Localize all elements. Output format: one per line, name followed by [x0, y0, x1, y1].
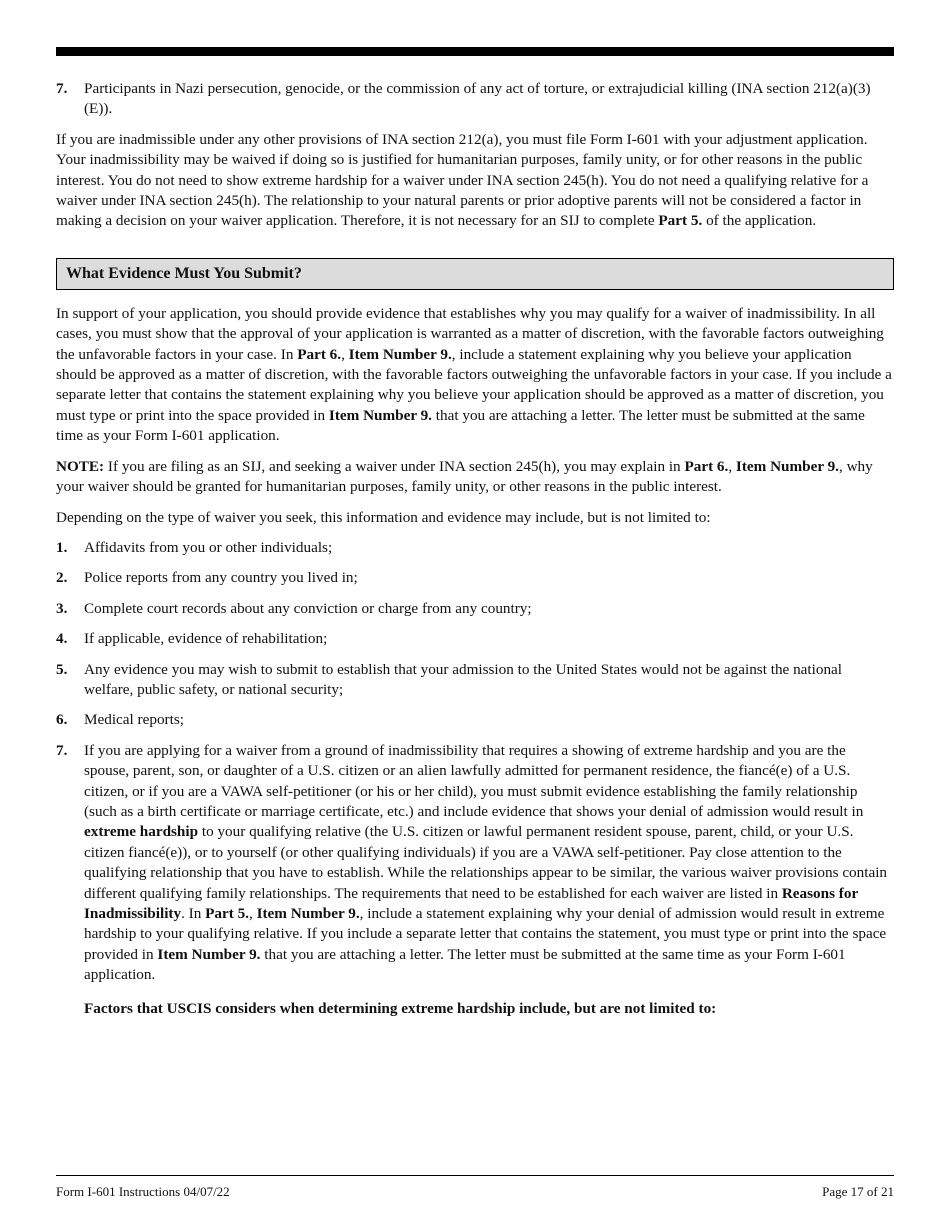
item-text: Complete court records about any conviction or charge from any country;	[84, 599, 532, 617]
page-content	[56, 79, 894, 1019]
list-item	[56, 741, 894, 986]
footer-page-number: Page 17 of 21	[822, 1184, 894, 1199]
list-item	[56, 538, 894, 558]
item-number: 3.	[56, 599, 68, 617]
item-number: 7.	[56, 80, 68, 97]
intro-end: of the application.	[702, 212, 817, 230]
item-text: Medical reports;	[84, 711, 184, 729]
item-text: If applicable, evidence of rehabilitation;	[84, 630, 328, 648]
item7-bold-1: extreme hardship	[84, 823, 199, 841]
support-bold-2: Item Number 9.	[348, 345, 452, 363]
note-text-1: If you are filing as an SIJ, and seeking a waiver under INA section 245(h), you may explain in	[104, 457, 685, 475]
factors-heading: Factors that USCIS considers when determining extreme hardship include, but are not limited to:	[84, 999, 717, 1017]
item-number: 4.	[56, 630, 68, 648]
note-text-2: ,	[728, 457, 736, 475]
footer-rule	[56, 1175, 894, 1176]
item7-bold-5: Item Number 9.	[157, 945, 261, 963]
item7-text-1: If you are applying for a waiver from a ground of inadmissibility that requires a showing of extreme hardship and you are the spouse, parent, son, or daughter of a U.S. citizen or an alien lawfully admitted for permanent residence, the fiancé(e) of a U.S. citizen, or if you are a VAWA self-petitioner (or his or her child), you must submit evidence establishing the family relationship (such as a birth certificate or marriage certificate, etc.) and include evidence that shows your denial of admission would result in	[84, 741, 864, 820]
support-text-2: ,	[341, 345, 349, 363]
intro-text: If you are inadmissible under any other provisions of INA section 212(a), you must file Form I-601 with your adjustment application. Your inadmissibility may be waived if doing so is justified for humanitarian purposes, family unity, or for other reasons in the public interest. You do not need to show extreme hardship for a waiver under INA section 245(h). You do not need a qualifying relative for a waiver under INA section 245(h). The relationship to your natural parents or prior adoptive parents will not be considered a factor in making a decision on your waiver application. Therefore, it is not necessary for an SIJ to complete	[56, 130, 869, 230]
item-text: Police reports from any country you lived in;	[84, 569, 358, 587]
support-paragraph	[56, 304, 894, 447]
support-text-3: , include a statement explaining why you believe your application should be approved as a matter of discretion, with the favorable factors outweighing the unfavorable factors in your case. If you include a separate letter that contains the statement explaining why you believe your application should be approved as a matter of discretion, you must type or print into the space provided in	[56, 345, 892, 424]
item7-bold-4: Item Number 9.	[256, 905, 360, 922]
item-text: Participants in Nazi persecution, genocide, or the commission of any act of torture, or extrajudicial killing (INA section 212(a)(3)(E)).	[84, 80, 871, 118]
item-number: 7.	[56, 741, 68, 759]
list-item	[56, 660, 894, 701]
item7-text-5: , include a statement explaining why your denial of admission would result in extreme hardship to your qualifying relative. If you include a separate letter that contains the statement, you must type or print into the space provided in	[84, 905, 887, 963]
item7-bold-3: Part 5.	[205, 905, 249, 922]
support-bold-1: Part 6.	[297, 345, 342, 363]
item7-text-3: . In	[181, 905, 206, 922]
item-number: 6.	[56, 711, 68, 729]
intro-bold: Part 5.	[658, 212, 703, 230]
list-item	[56, 710, 894, 730]
footer-form-info: Form I-601 Instructions 04/07/22	[56, 1184, 230, 1199]
item7-text-2: to your qualifying relative (the U.S. citizen or lawful permanent resident spouse, parent, child, or your U.S. citizen fiancé(e)), or to yourself (or other qualifying individuals) if you are a VAWA self-petitioner. Pay close attention to the qualifying relationship that you have to establish. While the relationships appear to be similar, the various waiver provisions contain different qualifying family relationships. The requirements that need to be established for each waiver are listed in	[84, 823, 888, 902]
item-text: Affidavits from you or other individuals;	[84, 538, 333, 556]
note-paragraph	[56, 457, 894, 498]
item7-text-6: that you are attaching a letter. The letter must be submitted at the same time as your Form I-601 application.	[84, 945, 846, 984]
note-label: NOTE:	[56, 457, 105, 475]
depending-paragraph: Depending on the type of waiver you seek, this information and evidence may include, but is not limited to:	[56, 508, 711, 526]
note-bold-1: Part 6.	[684, 457, 729, 475]
header-rule	[56, 47, 894, 56]
list-item	[56, 568, 894, 588]
item7-text-4: ,	[248, 905, 257, 922]
support-text-1: In support of your application, you should provide evidence that establishes why you may qualify for a waiver of inadmissibility. In all cases, you must show that the approval of your application is warranted as a matter of discretion, with the favorable factors outweighing the unfavorable factors in your case. In	[56, 304, 884, 363]
item-number: 2.	[56, 569, 68, 587]
intro-paragraph	[56, 130, 894, 232]
support-bold-3: Item Number 9.	[328, 406, 432, 424]
note-bold-2: Item Number 9.	[735, 457, 839, 475]
list-item	[56, 79, 894, 120]
section-heading: What Evidence Must You Submit?	[56, 258, 894, 290]
list-item	[56, 599, 894, 619]
item-number: 5.	[56, 660, 68, 678]
item-text: Any evidence you may wish to submit to establish that your admission to the United States would not be against the national welfare, public safety, or national security;	[84, 660, 842, 698]
list-item	[56, 629, 894, 649]
support-text-4: that you are attaching a letter. The letter must be submitted at the same time as your Form I-601 application.	[56, 406, 865, 445]
item7-bold-2: Reasons for Inadmissibility	[84, 884, 858, 922]
note-text-3: , why your waiver should be granted for humanitarian purposes, family unity, or other reasons in the public interest.	[56, 457, 873, 496]
item-number: 1.	[56, 538, 68, 556]
